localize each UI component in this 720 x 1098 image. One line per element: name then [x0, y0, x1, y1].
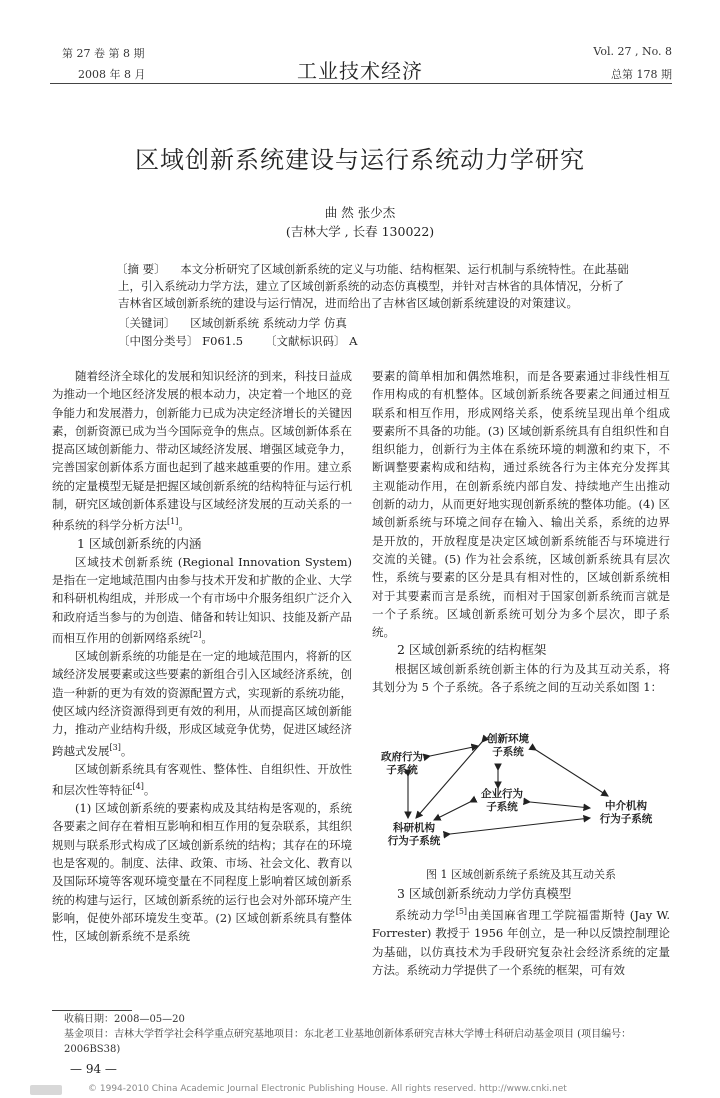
node-enterprise: 企业行为 子系统 [481, 788, 523, 813]
cnki-logo-icon [30, 1085, 62, 1095]
paragraph: 根据区域创新系统创新主体的行为及其互动关系，将其划分为 5 个子系统。各子系统之间的互动关系如图 1： [372, 661, 670, 695]
keywords-label: 〔关键词〕 [118, 316, 176, 330]
doc-code: A [349, 334, 358, 348]
arrow-ent-sci [434, 802, 470, 820]
paragraph: (1) 区域创新系统的要素构成及其结构是客观的，系统各要素之间存在着相互影响和相互作用的复杂联系，其组织规则与联系形式构成了区域创新系统的结构；其存在的环境也是客观的。制度、法律、政策、市场、社会文化、教育以及国际环境等客观环境变量在不同程度上影响着区域创新系统的构建与运行，区域创新系统的运行也会对外部环境产生影响，促使外部环境发生变革。(2) 区域创新系统具有整体性，区域创新系统不是系统 [52, 801, 352, 944]
paragraph-text: 由美国麻省理工学院福雷斯特 (Jay W. Forrester) 教授于 1956 年创立，是一种以反馈控制理论为基础，以仿真技术为手段研究复杂社会经济系统的定量方法。系统动力学提供了一个系统的框架，可有效 [372, 908, 670, 978]
header-volume-issue: 第 27 卷 第 8 期 [62, 47, 145, 60]
citation: [4] [132, 782, 144, 792]
paragraph-end: 。 [120, 743, 133, 758]
paragraph [52, 553, 352, 647]
citation: [2] [190, 629, 202, 639]
arrow-ent-med [530, 802, 590, 808]
abstract-label: 〔摘 要〕 [116, 262, 166, 276]
header-total-issue: 总第 178 期 [611, 68, 672, 81]
doc-label: 〔文献标识码〕 [265, 334, 346, 348]
abstract [118, 261, 632, 312]
footnote-rule [52, 1010, 132, 1011]
right-column-lower [372, 885, 670, 979]
left-column [52, 367, 352, 946]
copyright-notice: © 1994-2010 China Academic Journal Electronic Publishing House. All rights reserved. http://www.cnki.net [88, 1084, 567, 1094]
footnote-received: 收稿日期：2008—05—20 [64, 1014, 185, 1025]
right-column [372, 367, 670, 696]
arrow-sci-med [450, 818, 590, 834]
page-number: — 94 — [70, 1062, 117, 1076]
affiliation: (吉林大学 , 长春 130022) [285, 224, 435, 239]
clc-label: 〔中图分类号〕 [118, 334, 199, 348]
node-government: 政府行为 子系统 [381, 751, 423, 776]
paragraph-end: 。 [178, 518, 190, 533]
citation: [3] [109, 742, 121, 752]
paragraph-text: 随着经济全球化的发展和知识经济的到来，科技日益成为推动一个地区经济发展的根本动力，决定着一个地区的竞争能力和发展潜力，创新能力已成为决定经济增长的关键因素，创新资源已成为当今国际竞争的焦点。区域创新体系在提高区域创新能力、带动区域经济发展、增强区域竞争力，完善国家创新体系方面也起到了越来越重要的作用。建立系统的定量模型无疑是把握区域创新系统的结构特征与运行机制，研究区域创新体系建设与区域经济发展的互动关系的一种系统的科学分析方法 [52, 369, 352, 533]
paragraph [372, 903, 670, 979]
authors: 曲 然 张少杰 [324, 205, 396, 220]
node-intermediary: 中介机构 行为子系统 [599, 800, 653, 825]
abstract-text: 本文分析研究了区域创新系统的定义与功能、结构框架、运行机制与系统特性。在此基础上，引入系统动力学方法，建立了区域创新系统的动态仿真模型，并针对吉林省的具体情况，分析了吉林省区域创新系统的建设与运行情况，进而给出了吉林省区域创新系统建设的对策建议。 [118, 262, 629, 310]
figure-1-caption: 图 1 区域创新系统子系统及其互动关系 [426, 868, 616, 881]
paragraph [52, 647, 352, 760]
node-innovation-environment: 创新环境 子系统 [487, 733, 529, 758]
keywords [118, 315, 347, 332]
header-vol-no: Vol. 27 , No. 8 [593, 45, 672, 58]
paragraph-end: 。 [143, 782, 156, 797]
paragraph-text: 区域技术创新系统 (Regional Innovation System) 是指在一定地域范围内由参与技术开发和扩散的企业、大学和科研机构组成，并形成一个有市场中介服务组织广泛介入和政府适当参与的为创造、储备和转让知识、技能及新产品而相互作用的创新网络系统 [52, 554, 352, 645]
paragraph-text: 区域创新系统的功能是在一定的地域范围内，将新的区域经济发展要素或这些要素的新组合引入区域经济系统，创造一种新的更为有效的资源配置方式，实现新的系统功能，使区域内经济资源得到更有效的利用，从而提高区域创新能力，推动产业结构升级，形成区域竞争优势，促进区域经济跨越式发展 [52, 649, 352, 758]
paragraph [52, 760, 352, 799]
figure-1 [372, 730, 670, 850]
node-research: 科研机构 行为子系统 [387, 822, 441, 847]
section-heading-2: 2 区域创新系统的结构框架 [397, 642, 547, 658]
header-rule [50, 83, 672, 84]
journal-title: 工业技术经济 [297, 59, 423, 83]
section-heading-3: 3 区域创新系统动力学仿真模型 [397, 886, 572, 901]
header-date: 2008 年 8 月 [78, 68, 146, 81]
paragraph [52, 367, 352, 535]
article-title: 区域创新系统建设与运行系统动力学研究 [135, 146, 585, 174]
section-heading-1: 1 区域创新系统的内涵 [77, 535, 202, 551]
citation: [1] [167, 517, 179, 527]
classification [118, 333, 357, 350]
citation: [5] [455, 907, 468, 917]
paragraph-text: 区域创新系统具有客观性、整体性、自组织性、开放性和层次性等特征 [52, 761, 352, 797]
keywords-text: 区域创新系统 系统动力学 仿真 [190, 316, 347, 330]
arrow-env-med [536, 750, 608, 796]
paragraph-text: 系统动力学 [395, 908, 456, 923]
paragraph: 要素的简单相加和偶然堆积，而是各要素通过非线性相互作用构成的有机整体。区域创新系统各要素之间通过相互联系和相互作用，形成网络关系，使系统呈现出单个组成要素所不具备的功能。(3) 区域创新系统具有自组织性和自组织能力，创新行为主体在系统环境的刺激和约束下，不断调整要素构成和结构，通过系统各行为主体充分发挥其主观能动作用，在创新系统内部自发、持续地产生出推动创新的动力，从而更好地实现创新系统的整体功能。(4) 区域创新系统与环境之间存在输入、输出关系，系统的边界是开放的，开放程度是决定区域创新系统能否与环境进行交流的关键。(5) 作为社会系统，区域创新系统具有层次性，系统与要素的区分是具有相对性的，区域创新系统相对于其要素而言是系统，而相对于国家创新系统而言就是一个子系统。区域创新系统可划分为多个层次，即子系统。 [372, 369, 670, 640]
clc-code: F061.5 [202, 334, 244, 348]
footnote-fund: 基金项目：吉林大学哲学社会科学重点研究基地项目：东北老工业基地创新体系研究吉林大学博士科研启动基金项目 (项目编号：2006BS38) [64, 1029, 632, 1055]
paragraph-end: 。 [201, 630, 213, 645]
